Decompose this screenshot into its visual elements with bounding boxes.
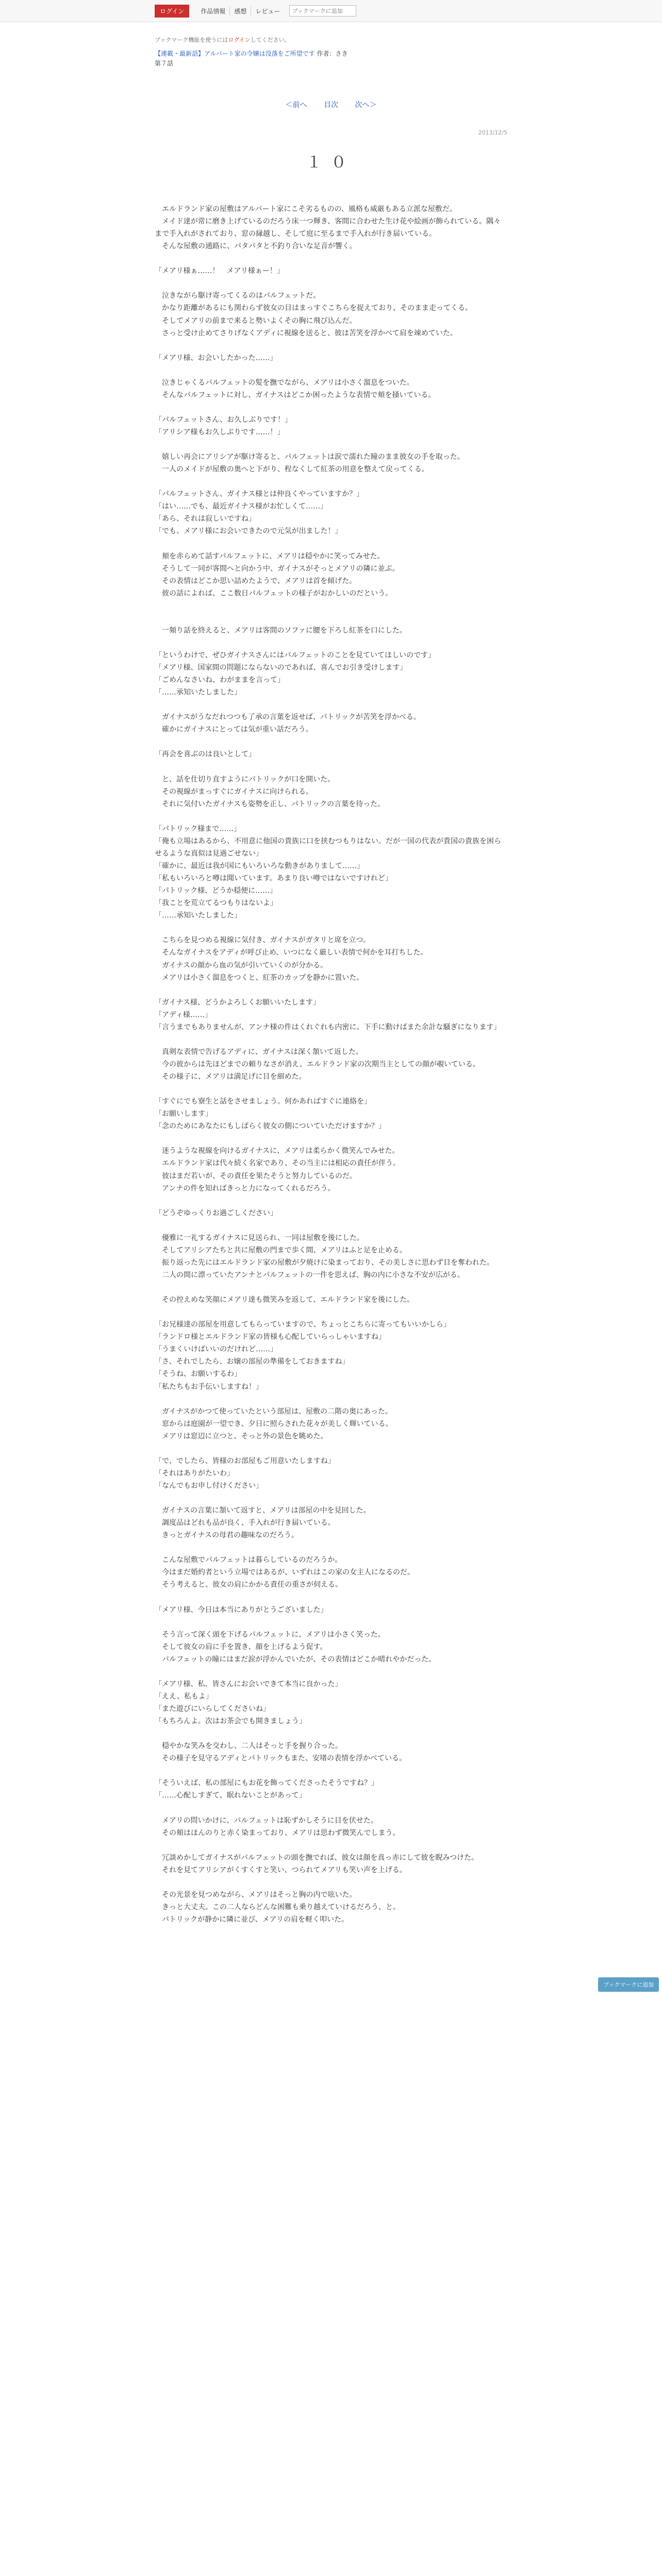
series-line xyxy=(155,49,662,58)
novel-paragraph: メアリの問いかけに、パルフェットは恥ずかしそうに目を伏せた。 xyxy=(155,1816,378,1825)
blank-line xyxy=(155,364,507,377)
novel-paragraph: そして彼女の肩に手を置き、顔を上げるよう促す。 xyxy=(155,1642,327,1651)
blank-line xyxy=(155,600,507,612)
blank-line xyxy=(155,1591,507,1604)
next-chapter-link[interactable]: 次へ＞ xyxy=(355,101,377,109)
chapter-number: 第７話 xyxy=(155,60,174,67)
novel-paragraph: 「お願いします」 xyxy=(155,1110,212,1118)
novel-paragraph: ガイナスの言葉に頷いて返すと、メアリは部屋の中を見回した。 xyxy=(155,1506,371,1515)
login-notice xyxy=(155,36,662,44)
novel-paragraph: そしてアリシアたちと共に屋敷の門まで歩く間、メアリはふと足を止める。 xyxy=(155,1246,407,1255)
novel-paragraph: ガイナスがかつて使っていたという部屋は、屋敷の二階の奥にあった。 xyxy=(155,1407,392,1416)
novel-paragraph: 「もちろんよ。次はお茶会でも開きましょう」 xyxy=(155,1717,306,1726)
blank-line xyxy=(155,340,507,352)
novel-paragraph: 「お兄様達の部屋を用意してもらっていますので、ちょっとこちらに寄ってもいいかしら」 xyxy=(155,1320,451,1329)
blank-line xyxy=(155,1727,507,1740)
novel-paragraph: 「言うまでもありませんが、アンナ様の件はくれぐれも内密に。下手に動けばまた余計な騒ぎになります」 xyxy=(155,1023,501,1031)
novel-paragraph: それに気付いたガイナスも姿勢を正し、パトリックの言葉を待った。 xyxy=(155,800,385,808)
novel-paragraph: その表情はどこか思い詰めたようで、メアリは首を傾げた。 xyxy=(155,577,357,585)
blank-line xyxy=(155,810,507,823)
blank-line xyxy=(155,984,507,996)
blank-line xyxy=(155,1802,507,1815)
novel-paragraph: 「俺も立場はあるから、不用意に他国の貴族に口を挟むつもりはない。だが一国の代表が貴国の貴族を困らせるような真似は見過ごせない」 xyxy=(155,837,501,858)
login-button[interactable]: ログイン xyxy=(155,5,189,18)
novel-paragraph: ガイナスがうなだれつつも了承の言葉を返せば、パトリックが苦笑を浮かべる。 xyxy=(155,713,421,722)
series-title-link[interactable]: 【連載・最新話】アルバート家の令嬢は没落をご所望です xyxy=(155,50,315,57)
top-nav-bar xyxy=(0,0,662,22)
novel-paragraph: メアリは小さく溜息をつくと、紅茶のカップを静かに置いた。 xyxy=(155,973,364,982)
novel-paragraph: 彼の話によれば、ここ数日パルフェットの様子がおかしいのだという。 xyxy=(155,589,393,598)
novel-paragraph: 「パトリック様、どうか穏便に……」 xyxy=(155,887,277,895)
novel-paragraph: 「メアリ様、お会いしたかった……」 xyxy=(155,353,277,362)
blank-line xyxy=(155,252,507,265)
nav-work-info[interactable]: 作品情報 xyxy=(201,7,226,15)
novel-paragraph: 「……承知いたしました」 xyxy=(155,688,241,697)
novel-paragraph: 優雅に一礼するガイナスに見送られ、一同は屋敷を後にした。 xyxy=(155,1233,364,1242)
novel-paragraph: エルドランド家の屋敷はアルバート家にこそ劣るものの、風格も威厳もある立派な屋敷だ。 xyxy=(155,205,457,213)
blank-line xyxy=(155,1195,507,1207)
novel-paragraph: そうして一同が客間へと向かう中、ガイナスがそっとメアリの隣に並ぶ。 xyxy=(155,564,400,573)
blank-line xyxy=(155,1443,507,1455)
chapter-date: 2013/12/5 xyxy=(478,129,507,136)
notice-prefix: ブックマーク機能を使うには xyxy=(155,37,228,43)
novel-paragraph: こちらを見つめる視線に気付き、ガイナスがガタリと席を立つ。 xyxy=(155,936,370,945)
novel-paragraph: そう言って深く頭を下げるパルフェットに、メアリは小さく笑った。 xyxy=(155,1630,385,1639)
novel-paragraph: 今はまだ婚約者という立場ではあるが、いずれはこの家の女主人になるのだ。 xyxy=(155,1568,415,1577)
novel-paragraph: 「さ、それでしたら、お嬢の部屋の準備をしておきますね」 xyxy=(155,1358,350,1366)
novel-paragraph: 「アディ様……」 xyxy=(155,1010,212,1019)
novel-paragraph: 「我ことを荒立てるつもりはないよ」 xyxy=(155,899,277,908)
novel-paragraph: 「で、でしたら、皆様のお部屋もご用意いたしますね」 xyxy=(155,1456,335,1465)
blank-line xyxy=(155,538,507,550)
blank-line xyxy=(155,1492,507,1504)
novel-body xyxy=(155,203,507,1926)
novel-paragraph: さっと受け止めてさりげなくアディに視線を送ると、彼は苦笑を浮かべて肩を竦めていた。 xyxy=(155,329,457,337)
novel-paragraph: 「メアリ様ぁ……！ メアリ様ぁー！」 xyxy=(155,267,284,276)
novel-paragraph: 嬉しい再会にアリシアが駆け寄ると、パルフェットは涙で濡れた瞳のまま彼女の手を取った。 xyxy=(155,453,465,462)
blank-line xyxy=(155,1616,507,1629)
blank-line xyxy=(155,438,507,451)
novel-paragraph: その視線がまっすぐにガイナスに向けられる。 xyxy=(155,787,313,796)
novel-paragraph: 一人のメイドが屋敷の奥へと下がり、程なくして紅茶の用意を整えて戻ってくる。 xyxy=(155,465,429,474)
novel-paragraph: 「ええ、私もよ」 xyxy=(155,1692,213,1701)
novel-paragraph: メイド達が常に磨き上げているのだろう床一つ輝き、客間に合わせた生け花や絵画が飾られている。隅々まで手入れがされており、窓の縁越し、そして庭に至るまで手入れが行き届いている。 xyxy=(155,217,501,239)
novel-paragraph: 「メアリ様、私、皆さんにお会いできて本当に良かった」 xyxy=(155,1680,342,1688)
novel-paragraph: そう考えると、彼女の肩にかかる責任の重さが伺える。 xyxy=(155,1581,342,1589)
notice-login-link[interactable]: ログイン xyxy=(228,37,251,43)
novel-paragraph: 「確かに、最近は我が国にもいろいろな動きがありまして……」 xyxy=(155,861,364,870)
novel-paragraph: 「それはありがたいわ」 xyxy=(155,1469,234,1478)
blank-line xyxy=(155,612,507,624)
novel-paragraph: 二人の間に漂っていたアンナとパルフェットの一件を思えば、胸の内に小さな不安が広がる。 xyxy=(155,1271,465,1279)
novel-paragraph: 「どうぞゆっくりお過ごしください」 xyxy=(155,1209,277,1217)
novel-paragraph: 真剣な表情で告げるアディに、ガイナスは深く頷いて返した。 xyxy=(155,1047,363,1056)
novel-paragraph: 確かにガイナスにとっては気が重い話だろう。 xyxy=(155,725,313,734)
notice-suffix: してください。 xyxy=(250,37,290,43)
chapter-pager xyxy=(0,99,662,110)
novel-paragraph: 一頻り話を終えると、メアリは客間のソファに腰を下ろし紅茶を口にした。 xyxy=(155,626,407,635)
novel-paragraph: 頬を赤らめて話すパルフェットに、メアリは穏やかに笑ってみせた。 xyxy=(155,552,385,561)
novel-paragraph: 調度品はどれも品が良く、手入れが行き届いている。 xyxy=(155,1519,335,1528)
blank-line xyxy=(155,1132,507,1145)
novel-paragraph: 「うまくいけばいいのだけれど……」 xyxy=(155,1345,277,1354)
blank-line xyxy=(155,1393,507,1405)
novel-paragraph: と、話を仕切り直すようにパトリックが口を開いた。 xyxy=(155,775,335,784)
novel-paragraph: パトリックが静かに隣に並び、メアリの肩を軽く叩いた。 xyxy=(155,1915,349,1924)
author-label: 作者：さき xyxy=(317,50,348,57)
blank-line xyxy=(155,401,507,414)
novel-paragraph: それを見てアリシアがくすくすと笑い、つられてメアリも笑い声を上げる。 xyxy=(155,1866,407,1874)
novel-paragraph: その様子を見守るアディとパトリックもまた、安堵の表情を浮かべている。 xyxy=(155,1754,407,1763)
blank-line xyxy=(155,1219,507,1232)
blank-line xyxy=(155,1033,507,1046)
novel-paragraph: そしてメアリの前まで来ると勢いよくその胸に飛び込んだ。 xyxy=(155,316,357,325)
blank-line xyxy=(155,761,507,773)
novel-paragraph: きっと大丈夫。この二人ならどんな困難も乗り越えていけるだろう、と。 xyxy=(155,1903,400,1911)
novel-paragraph: 「そうね、お願いするわ」 xyxy=(155,1370,241,1379)
novel-paragraph: ガイナスの顔から血の気が引いていくのが分かる。 xyxy=(155,961,328,970)
novel-paragraph: こんな屋敷でパルフェットは暮らしているのだろうか。 xyxy=(155,1556,342,1565)
novel-paragraph: メアリは窓辺に立つと、そっと外の景色を眺めた。 xyxy=(155,1432,328,1440)
novel-paragraph: 「なんでもお申し付けください」 xyxy=(155,1482,263,1490)
blank-line xyxy=(155,1281,507,1294)
novel-paragraph: その光景を見つめながら、メアリはそっと胸の内で呟いた。 xyxy=(155,1890,357,1899)
blank-line xyxy=(155,1541,507,1554)
novel-paragraph: 「……承知いたしました」 xyxy=(155,911,241,920)
novel-paragraph: 「というわけで、ぜひガイナスさんにはパルフェットのことを見ていてほしいのです」 xyxy=(155,651,436,659)
novel-paragraph: 振り返った先にはエルドランド家の屋敷が夕焼けに染まっており、その美しさに思わず目を奪われた。 xyxy=(155,1258,494,1267)
blank-line xyxy=(155,736,507,748)
bookmark-input[interactable] xyxy=(289,5,356,16)
nav-impressions[interactable]: 感想 xyxy=(229,7,251,15)
novel-paragraph: 「再会を喜ぶのは良いとして」 xyxy=(155,750,256,759)
novel-paragraph: 「そういえば、私の部屋にもお花を飾ってくださったそうですね？」 xyxy=(155,1779,378,1788)
floating-bookmark-button[interactable]: ブックマークに追加 xyxy=(598,1977,659,1992)
novel-paragraph: 「また遊びにいらしてくださいね」 xyxy=(155,1705,270,1714)
novel-paragraph: 彼はまだ若いが、その責任を果たそうと努力しているのだ。 xyxy=(155,1172,357,1180)
novel-paragraph: 穏やかな笑みを交わし、二人はそっと手を握り合った。 xyxy=(155,1742,342,1751)
novel-paragraph: 「……心配しすぎて、眠れないことがあって」 xyxy=(155,1791,306,1800)
novel-paragraph: 「パルフェットさん、ガイナス様とは仲良くやっていますか？」 xyxy=(155,490,364,499)
novel-paragraph: 「ガイナス様、どうかよろしくお願いいたします」 xyxy=(155,998,321,1007)
novel-paragraph: 「すぐにでも寮生と話をさせましょう。何かあればすぐに連絡を」 xyxy=(155,1097,371,1106)
novel-paragraph: 窓からは庭園が一望でき、夕日に照らされた花々が美しく輝いている。 xyxy=(155,1419,393,1428)
novel-paragraph: 「でも、メアリ様にお会いできたので元気が出ました！」 xyxy=(155,527,342,536)
blank-line xyxy=(155,1666,507,1678)
novel-paragraph: そんなガイナスをアディが呼び止め、いつになく厳しい表情で何かを耳打ちした。 xyxy=(155,948,428,957)
novel-paragraph: 「私もいろいろと噂は聞いています。あまり良い噂ではないですけれど」 xyxy=(155,874,392,883)
nav-reviews[interactable]: レビュー xyxy=(251,7,284,15)
novel-paragraph: 「はい……でも、最近ガイナス様がお忙しくて……」 xyxy=(155,502,328,511)
novel-paragraph: 「パトリック様まで……」 xyxy=(155,824,241,833)
blank-line xyxy=(155,1306,507,1318)
novel-paragraph: 「あら、それは寂しいですね」 xyxy=(155,515,256,523)
novel-header xyxy=(0,22,662,67)
novel-paragraph: アンナの件を知ればきっと力になってくれるだろう。 xyxy=(155,1184,335,1193)
novel-paragraph: エルドランド家は代々続く名家であり、その当主には相応の責任が伴う。 xyxy=(155,1159,400,1168)
prev-chapter-link[interactable]: ＜前へ xyxy=(285,101,307,109)
novel-paragraph: 「アリシア様もお久しぶりです……！」 xyxy=(155,428,285,437)
novel-paragraph: 今の彼からは先ほどまでの頼りなさが消え、エルドランド家の次期当主としての顔が覗いている。 xyxy=(155,1060,480,1069)
blank-line xyxy=(155,699,507,711)
blank-line xyxy=(155,277,507,290)
novel-paragraph: その様子に、メアリは満足げに目を細めた。 xyxy=(155,1073,306,1081)
novel-paragraph: その控えめな笑顔にメアリ達も微笑みを返して、エルドランド家を後にした。 xyxy=(155,1296,415,1304)
novel-paragraph: 冗談めかしてガイナスがパルフェットの頭を撫でれば、彼女は顔を真っ赤にして彼を睨みつけた。 xyxy=(155,1853,479,1862)
novel-paragraph: 泣きながら駆け寄ってくるのはパルフェットだ。 xyxy=(155,292,321,300)
novel-paragraph: 「メアリ様、今日は本当にありがとうございました」 xyxy=(155,1605,328,1614)
index-link[interactable]: 目次 xyxy=(324,101,338,109)
blank-line xyxy=(155,1083,507,1095)
chapter-title: １０ xyxy=(306,154,356,172)
novel-paragraph: かなり距離があるにも関わらず彼女の目はまっすぐこちらを捉えており、そのまま走ってくる。 xyxy=(155,304,472,313)
novel-paragraph: 「念のためにあなたにもしばらく彼女の側についていただけますか？」 xyxy=(155,1122,386,1131)
novel-paragraph: 泣きじゃくるパルフェットの髪を撫でながら、メアリは小さく溜息をついた。 xyxy=(155,378,414,387)
blank-line xyxy=(155,922,507,934)
novel-paragraph: 「メアリ様、国家間の問題にならないのであれば、喜んでお引き受けします」 xyxy=(155,664,407,672)
novel-paragraph: そんな屋敷の通路に、パタパタと不釣り合いな足音が響く。 xyxy=(155,242,357,251)
blank-line xyxy=(155,637,507,649)
novel-paragraph: そんなパルフェットに対し、ガイナスはどこか困ったような表情で頬を掻いている。 xyxy=(155,391,436,399)
blank-line xyxy=(155,476,507,488)
novel-paragraph: 「ごめんなさいね、わがままを言って」 xyxy=(155,676,285,685)
blank-line xyxy=(155,1839,507,1852)
blank-line xyxy=(155,1876,507,1889)
novel-paragraph: パルフェットの瞳にはまだ涙が浮かんでいたが、その表情はどこか晴れやかだった。 xyxy=(155,1655,436,1664)
novel-paragraph: 迷うような視線を向けるガイナスに、メアリは柔らかく微笑んでみせた。 xyxy=(155,1147,400,1156)
blank-line xyxy=(155,1765,507,1777)
novel-paragraph: その頬はほんのりと赤く染まっており、メアリは思わず微笑んでしまう。 xyxy=(155,1828,400,1837)
novel-paragraph: 「パルフェットさん、お久しぶりです！」 xyxy=(155,415,292,424)
novel-paragraph: きっとガイナスの母君の趣味なのだろう。 xyxy=(155,1531,299,1540)
novel-paragraph: 「ランドロ様とエルドランド家の皆様も心配していらっしゃいますね」 xyxy=(155,1333,386,1342)
novel-paragraph: 「私たちもお手伝いしますね！」 xyxy=(155,1382,263,1391)
